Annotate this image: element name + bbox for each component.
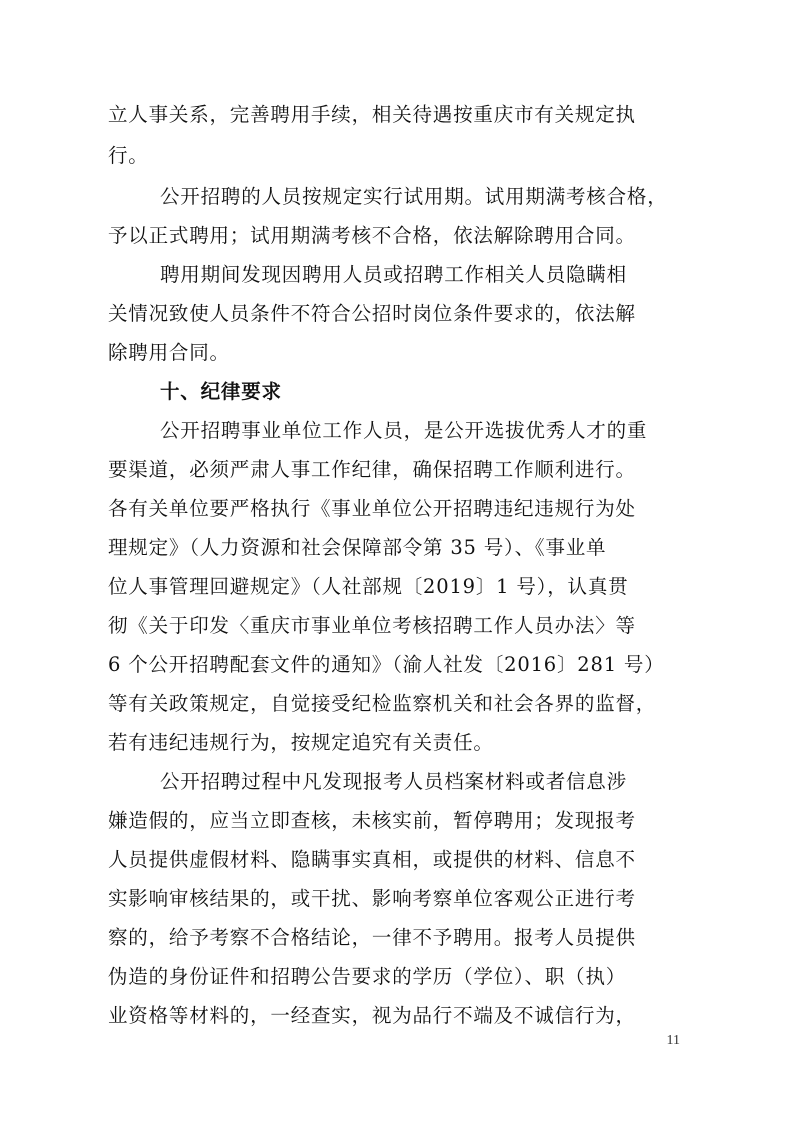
text-line: 位人事管理回避规定》（人社部规〔2019〕1 号），认真贯 [108,575,629,598]
text-line: 要渠道，必须严肃人事工作纪律，确保招聘工作顺利进行。 [108,458,636,481]
text-line: 理规定》（人力资源和社会保障部令第 35 号）、《事业单 [108,536,607,559]
text-line: 行。 [108,144,149,167]
paragraph-first-line: 公开招聘的人员按规定实行试用期。试用期满考核合格， [160,185,668,208]
text-line: 业资格等材料的，一经查实，视为品行不端及不诚信行为， [108,1004,636,1027]
text-line: 伪造的身份证件和招聘公告要求的学历（学位）、职（执） [108,965,627,988]
paragraph-first-line: 聘用期间发现因聘用人员或招聘工作相关人员隐瞒相 [160,263,627,286]
text-line: 若有违纪违规行为，按规定追究有关责任。 [108,731,494,754]
text-line: 关情况致使人员条件不符合公招时岗位条件要求的，依法解 [108,302,636,325]
section-heading: 十、纪律要求 [160,380,282,403]
text-line: 立人事关系，完善聘用手续，相关待遇按重庆市有关规定执 [108,103,636,126]
paragraph-first-line: 公开招聘事业单位工作人员，是公开选拔优秀人才的重 [160,419,648,442]
text-line: 等有关政策规定，自觉接受纪检监察机关和社会各界的监督， [108,692,657,715]
text-line: 除聘用合同。 [108,341,230,364]
text-line: 予以正式聘用；试用期满考核不合格，依法解除聘用合同。 [108,224,636,247]
text-line: 实影响审核结果的，或干扰、影响考察单位客观公正进行考 [108,887,636,910]
text-line: 察的，给予考察不合格结论，一律不予聘用。报考人员提供 [108,926,636,949]
text-line: 嫌造假的，应当立即查核，未核实前，暂停聘用；发现报考 [108,809,636,832]
page-number: 11 [666,1033,680,1048]
text-line: 6 个公开招聘配套文件的通知》（渝人社发〔2016〕281 号） [108,653,665,676]
text-line: 各有关单位要严格执行《事业单位公开招聘违纪违规行为处 [108,497,636,520]
text-line: 人员提供虚假材料、隐瞒事实真相，或提供的材料、信息不 [108,848,636,871]
text-line: 彻《关于印发〈重庆市事业单位考核招聘工作人员办法〉等 [108,614,636,637]
paragraph-first-line: 公开招聘过程中凡发现报考人员档案材料或者信息涉 [160,770,627,793]
